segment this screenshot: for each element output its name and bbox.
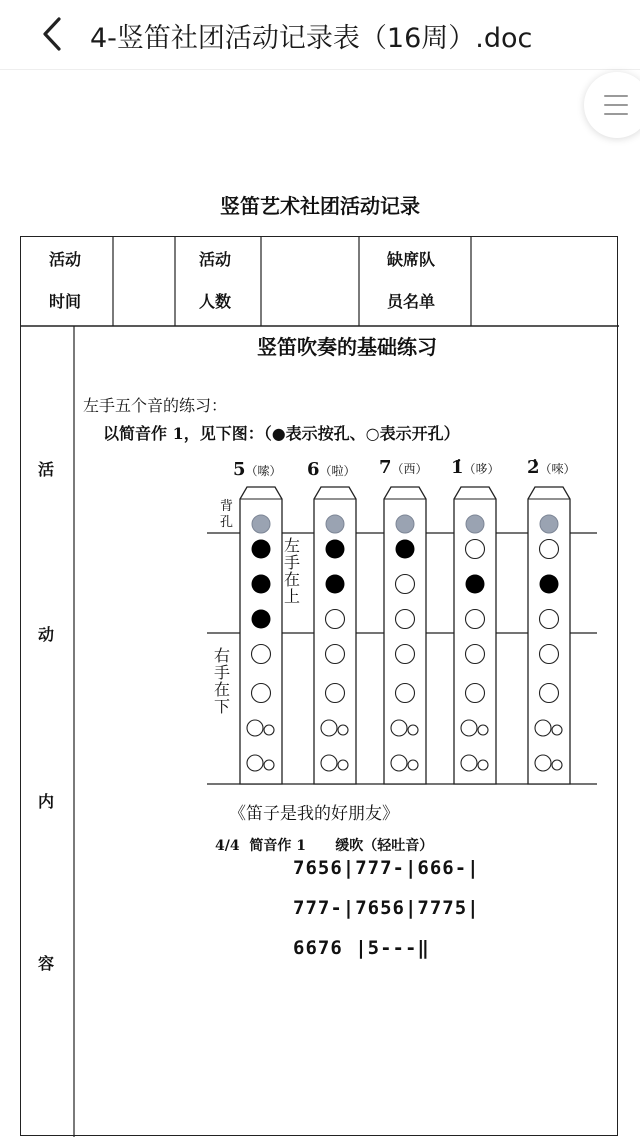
back-hole-label-text: 背 孔 <box>220 499 234 530</box>
closed-hole <box>326 575 345 594</box>
open-hole <box>391 720 407 736</box>
note-heading-5: 5（嗦） <box>233 459 282 480</box>
open-hole-small <box>552 760 562 770</box>
open-hole <box>321 755 337 771</box>
open-hole <box>461 755 477 771</box>
open-hole-small <box>338 725 348 735</box>
song-meta: 4/4 简音作 1 缓吹（轻吐音） <box>215 838 434 854</box>
left-hand-label: 左 手 在 上 <box>284 536 301 606</box>
back-hole <box>540 515 558 533</box>
open-hole <box>540 684 559 703</box>
chevron-left-icon <box>41 16 63 52</box>
open-hole <box>252 684 271 703</box>
closed-hole <box>466 575 485 594</box>
open-hole <box>391 755 407 771</box>
section-title: 竖笛吹奏的基础练习 <box>257 335 437 359</box>
back-button[interactable] <box>32 14 72 54</box>
open-hole <box>247 720 263 736</box>
open-hole <box>396 575 415 594</box>
open-hole <box>396 684 415 703</box>
menu-icon <box>604 95 628 97</box>
open-hole <box>247 755 263 771</box>
open-hole <box>326 684 345 703</box>
open-hole-small <box>338 760 348 770</box>
record-table <box>20 236 618 1136</box>
note-heading-1-high: 1̇（哆） <box>451 457 500 478</box>
open-hole <box>396 610 415 629</box>
open-hole-small <box>552 725 562 735</box>
note-heading-2-high: 2̇（唻） <box>527 457 576 478</box>
open-hole-small <box>478 760 488 770</box>
open-hole <box>396 645 415 664</box>
note-heading-7: 7（西） <box>379 457 428 478</box>
closed-hole <box>396 540 415 559</box>
score-line-1: 7656|777-|666-| <box>293 857 480 879</box>
open-hole <box>540 610 559 629</box>
score-line-3: 6676 |5---‖ <box>293 937 430 959</box>
menu-button[interactable] <box>584 72 640 138</box>
open-hole <box>535 720 551 736</box>
content-label-2: 动 <box>38 625 55 644</box>
open-hole <box>252 645 271 664</box>
open-hole-small <box>408 760 418 770</box>
note-heading-6: 6（啦） <box>307 459 356 480</box>
open-hole-small <box>478 725 488 735</box>
open-hole-small <box>264 760 274 770</box>
content-label-4: 容 <box>38 954 55 973</box>
content-label-3: 内 <box>38 792 55 811</box>
closed-hole <box>252 575 271 594</box>
exercise-note: 以简音作 1，见下图：（●表示按孔、○表示开孔） <box>103 424 460 443</box>
back-hole <box>252 515 270 533</box>
document-heading: 竖笛艺术社团活动记录 <box>220 194 420 218</box>
score-line-2: 777-|7656|7775| <box>293 897 480 919</box>
open-hole <box>540 540 559 559</box>
open-hole <box>461 720 477 736</box>
closed-hole <box>540 575 559 594</box>
open-hole <box>540 645 559 664</box>
fingering-chart <box>21 237 619 1137</box>
activity-time-label: 活动 时间 <box>49 250 82 311</box>
open-hole <box>466 540 485 559</box>
open-hole <box>466 684 485 703</box>
open-hole <box>326 610 345 629</box>
open-hole <box>466 610 485 629</box>
back-hole <box>326 515 344 533</box>
open-hole <box>326 645 345 664</box>
open-hole-small <box>408 725 418 735</box>
open-hole-small <box>264 725 274 735</box>
absentees-label: 缺席队 员名单 <box>387 250 436 311</box>
open-hole <box>321 720 337 736</box>
closed-hole <box>252 540 271 559</box>
song-title: 《笛子是我的好朋友》 <box>229 804 399 824</box>
closed-hole <box>326 540 345 559</box>
back-hole <box>396 515 414 533</box>
content-label-1: 活 <box>38 460 55 479</box>
top-bar <box>0 0 640 70</box>
open-hole <box>535 755 551 771</box>
participants-label: 活动 人数 <box>199 250 232 311</box>
right-hand-label: 右 手 在 下 <box>214 646 231 716</box>
document-title: 4-竖笛社团活动记录表（16周）.doc <box>90 23 533 54</box>
exercise-title: 左手五个音的练习： <box>83 396 228 415</box>
closed-hole <box>252 610 271 629</box>
back-hole <box>466 515 484 533</box>
open-hole <box>466 645 485 664</box>
